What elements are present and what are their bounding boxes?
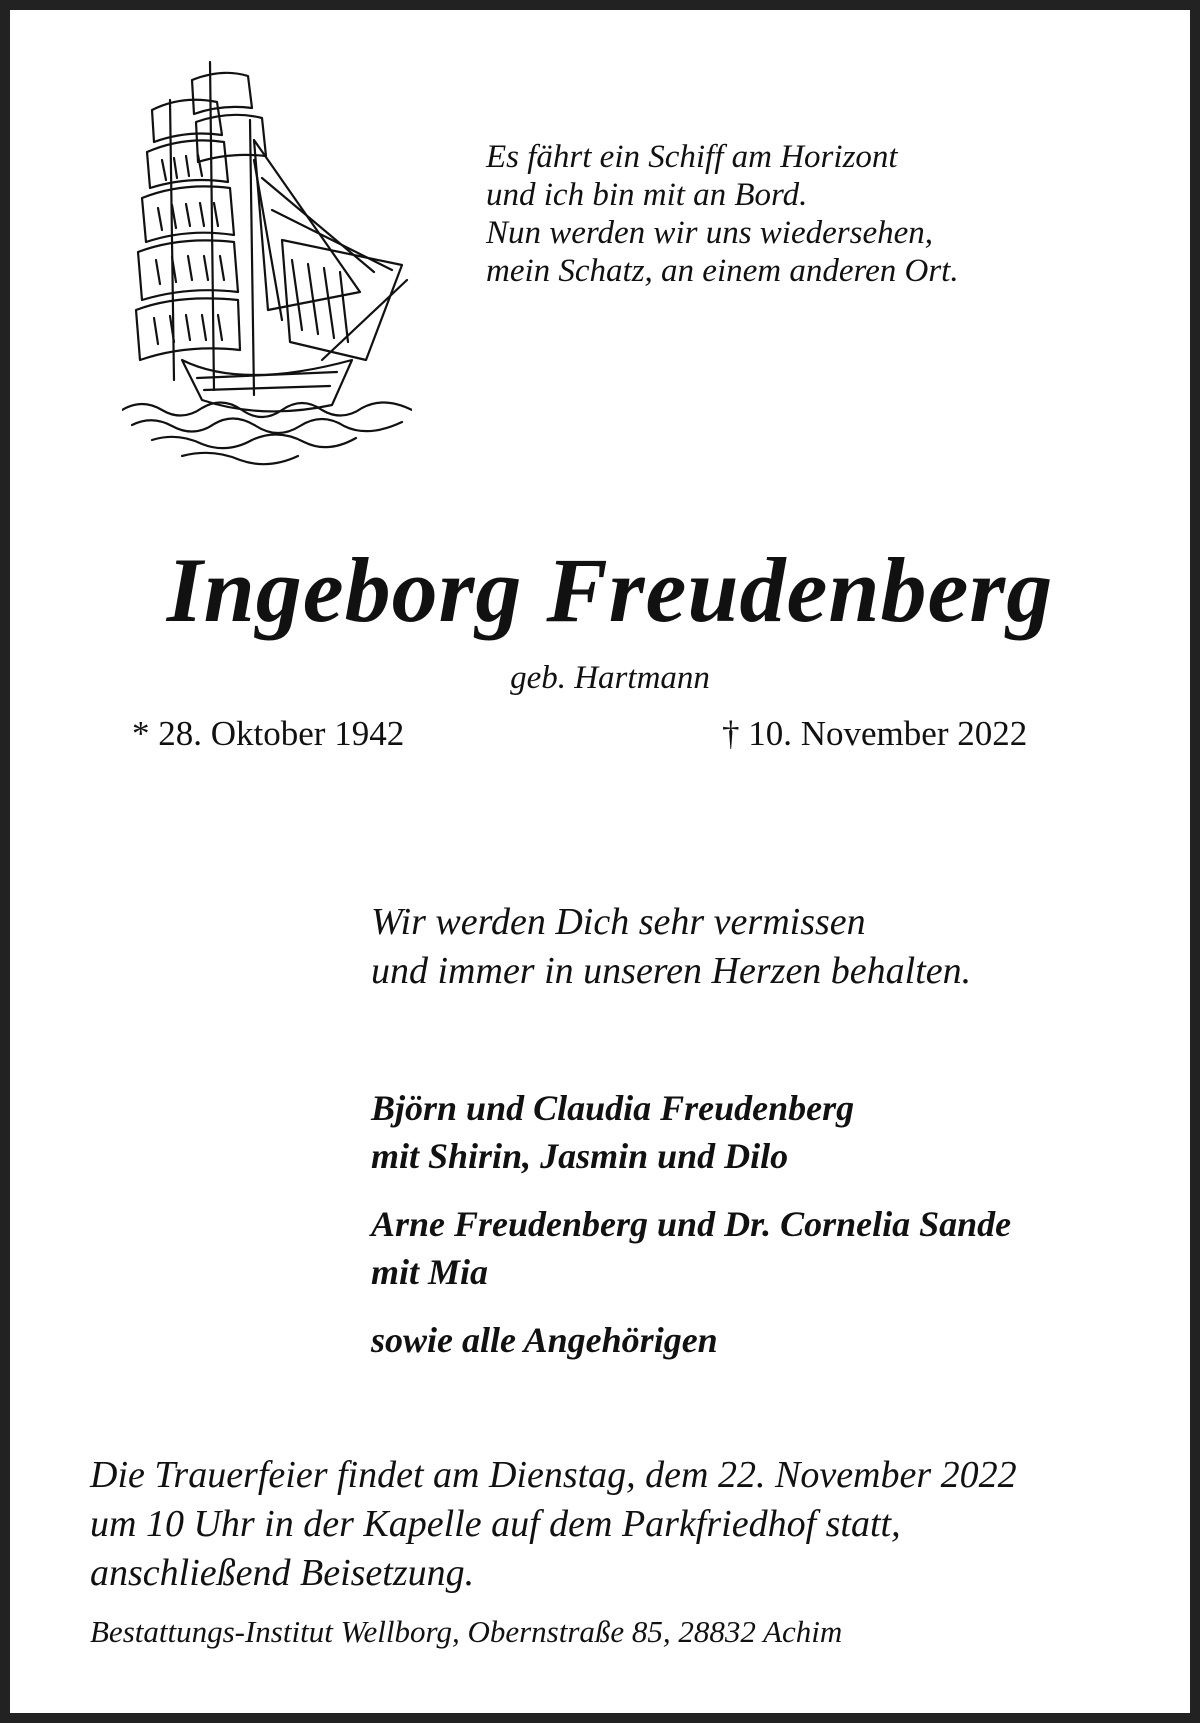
poem-line: Es fährt ein Schiff am Horizont (486, 139, 898, 175)
mourners-list (371, 1084, 1011, 1384)
mourner-line: Arne Freudenberg und Dr. Cornelia Sande (371, 1204, 1012, 1244)
birth-date: * 28. Oktober 1942 (132, 714, 405, 753)
service-line: anschließend Beisetzung. (90, 1552, 475, 1594)
mourner-group (371, 1316, 1011, 1364)
mourner-line: mit Shirin, Jasmin und Dilo (371, 1136, 789, 1176)
service-line: um 10 Uhr in der Kapelle auf dem Parkfriedhof statt, (90, 1503, 901, 1545)
poem-line: mein Schatz, an einem anderen Ort. (486, 253, 959, 289)
poem (486, 138, 959, 290)
maiden-name: geb. Hartmann (510, 660, 710, 696)
mourner-line: Björn und Claudia Freudenberg (371, 1088, 855, 1128)
mourner-group (371, 1084, 1011, 1180)
sailing-ship-icon (122, 60, 412, 490)
mourner-line: sowie alle Angehörigen (371, 1320, 718, 1360)
funeral-service-info (90, 1451, 1017, 1598)
death-date: † 10. November 2022 (722, 714, 1028, 753)
memorial-quote (371, 898, 971, 996)
deceased-name: Ingeborg Freudenberg (166, 539, 1054, 641)
poem-line: und ich bin mit an Bord. (486, 177, 808, 213)
mourner-group (371, 1200, 1011, 1296)
undertaker-info: Bestattungs-Institut Wellborg, Obernstraße 85, 28832 Achim (90, 1614, 843, 1649)
service-line: Die Trauerfeier findet am Dienstag, dem 22. November 2022 (90, 1454, 1017, 1496)
quote-line: Wir werden Dich sehr vermissen (371, 901, 866, 943)
mourner-line: mit Mia (371, 1252, 489, 1292)
quote-line: und immer in unseren Herzen behalten. (371, 950, 972, 992)
poem-line: Nun werden wir uns wiedersehen, (486, 215, 933, 251)
